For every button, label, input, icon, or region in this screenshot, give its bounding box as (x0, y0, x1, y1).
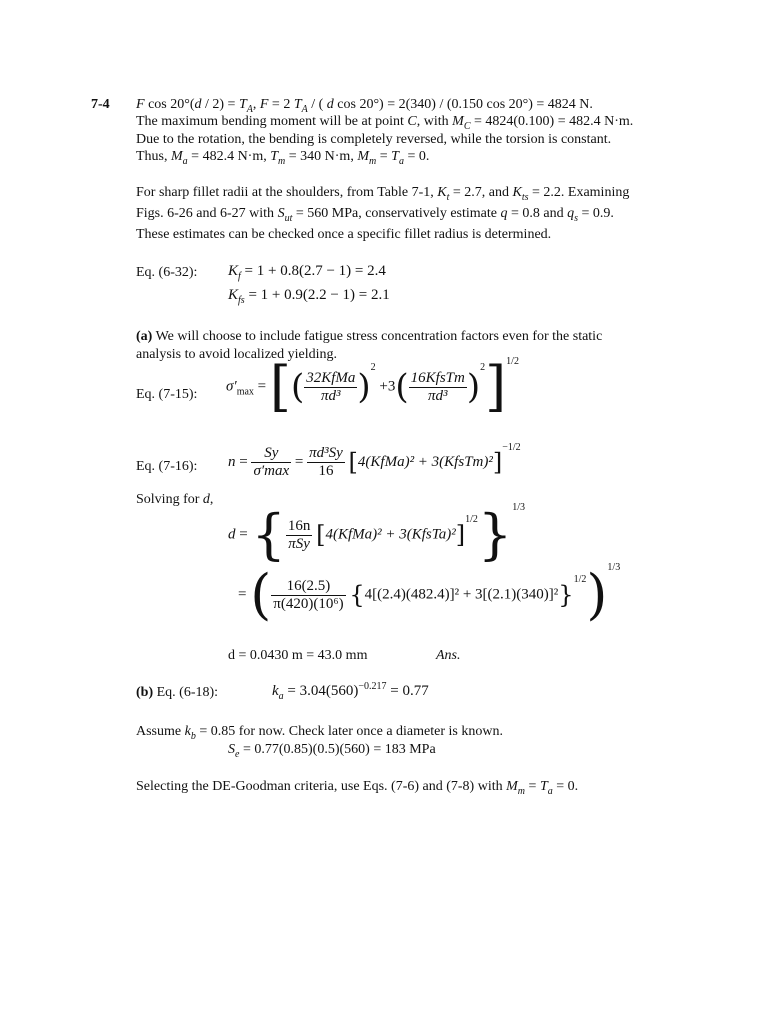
eq-6-32-label: Eq. (6-32): (136, 265, 198, 280)
diameter-equation: d = { $\frac{16n}{\text{πSy}}$ [4(KfMa)² + 3(KfsTa)²]$^{1/2}$}$^{1/3}$ (228, 502, 525, 566)
problem-line-4: Thus, $M_a = 482.4$ N·m, $T_m = 340$ N·m, $M_m = T_a = 0$. (136, 149, 430, 167)
diameter-result: d = 0.0430 m = 43.0 mm (228, 648, 368, 663)
kf-equation: $K_f = 1 + 0.8(2.7 - 1) = 2.4$ (228, 263, 386, 282)
problem-line-2: The maximum bending moment will be at point C, with $M_C = 4824(0.100) = 482.4$ N·m. (136, 114, 634, 132)
assume-kb-line: Assume $k_b = 0.85$ for now. Check later once a diameter is known. (136, 724, 503, 742)
answer-marker: Ans. (436, 648, 461, 663)
eq-7-15-label: Eq. (7-15): (136, 387, 198, 402)
kfs-equation: $K_{fs} = 1 + 0.9(2.2 - 1) = 2.1$ (228, 287, 390, 306)
eq-7-16-label: Eq. (7-16): (136, 459, 198, 474)
problem-line-1: F $\cos 20^\circ(d / 2) = T_A$, F = 2 $T_A$ / ( d cos 20°) = 2(340) / (0.150 cos 20°) = 4824 N. (136, 97, 593, 115)
para2-line-3: These estimates can be checked once a specific fillet radius is determined. (136, 227, 552, 242)
part-b-label: (b) Eq. (6-18): (136, 685, 219, 700)
para2-line-1: For sharp fillet radii at the shoulders, from Table 7-1, $K_t = 2.7$, and $K_{ts} = 2.2$. Examining (136, 185, 630, 203)
safety-factor-equation: n = $\frac{Sy}{\sigma'\max}$ = $\frac{\text{πd³Sy}}{16}$ [4(KfMa)² + 3(KfsTm)²]$^{-1/2}$ (228, 441, 521, 479)
para2-line-2: Figs. 6-26 and 6-27 with $S_{ut} = 560$ MPa, conservatively estimate q = 0.8 and $q_s = 0.9$. (136, 206, 614, 224)
selecting-criteria: Selecting the DE-Goodman criteria, use Eqs. (7-6) and (7-8) with $M_m = T_a = 0$. (136, 779, 579, 797)
ka-equation: $k_a = 3.04(560)^{-0.217} = 0.77$ (272, 681, 429, 702)
part-a-line-1: (a) We will choose to include fatigue stress concentration factors even for the static (136, 329, 603, 344)
problem-line-3: Due to the rotation, the bending is completely reversed, while the torsion is constant. (136, 132, 612, 147)
sigma-max-equation: $\sigma'_{max}$ = [( $\frac{\text{32KfMa}}{\text{πd³}}$ )$^2$ +3( $\frac{\text{16KfsTm}}{\text{πd³}}$ )$^2$]$^{1/2}$ (226, 355, 519, 418)
diameter-substitution: = ( $\frac{16(2.5)}{\text{π(420)(10⁶)}}$ $\{4[(2.4)(482.4)]^2 + 3[(2.1)(340)]^2\}^{1/2})^{1/3}$ (238, 562, 621, 626)
problem-number: 7-4 (91, 97, 110, 112)
solving-for-d: Solving for d, (136, 492, 214, 507)
part-a-line-2: analysis to avoid localized yielding. (136, 347, 338, 362)
se-equation: $S_e = 0.77(0.85)(0.5)(560) = 183$ MPa (228, 742, 436, 760)
